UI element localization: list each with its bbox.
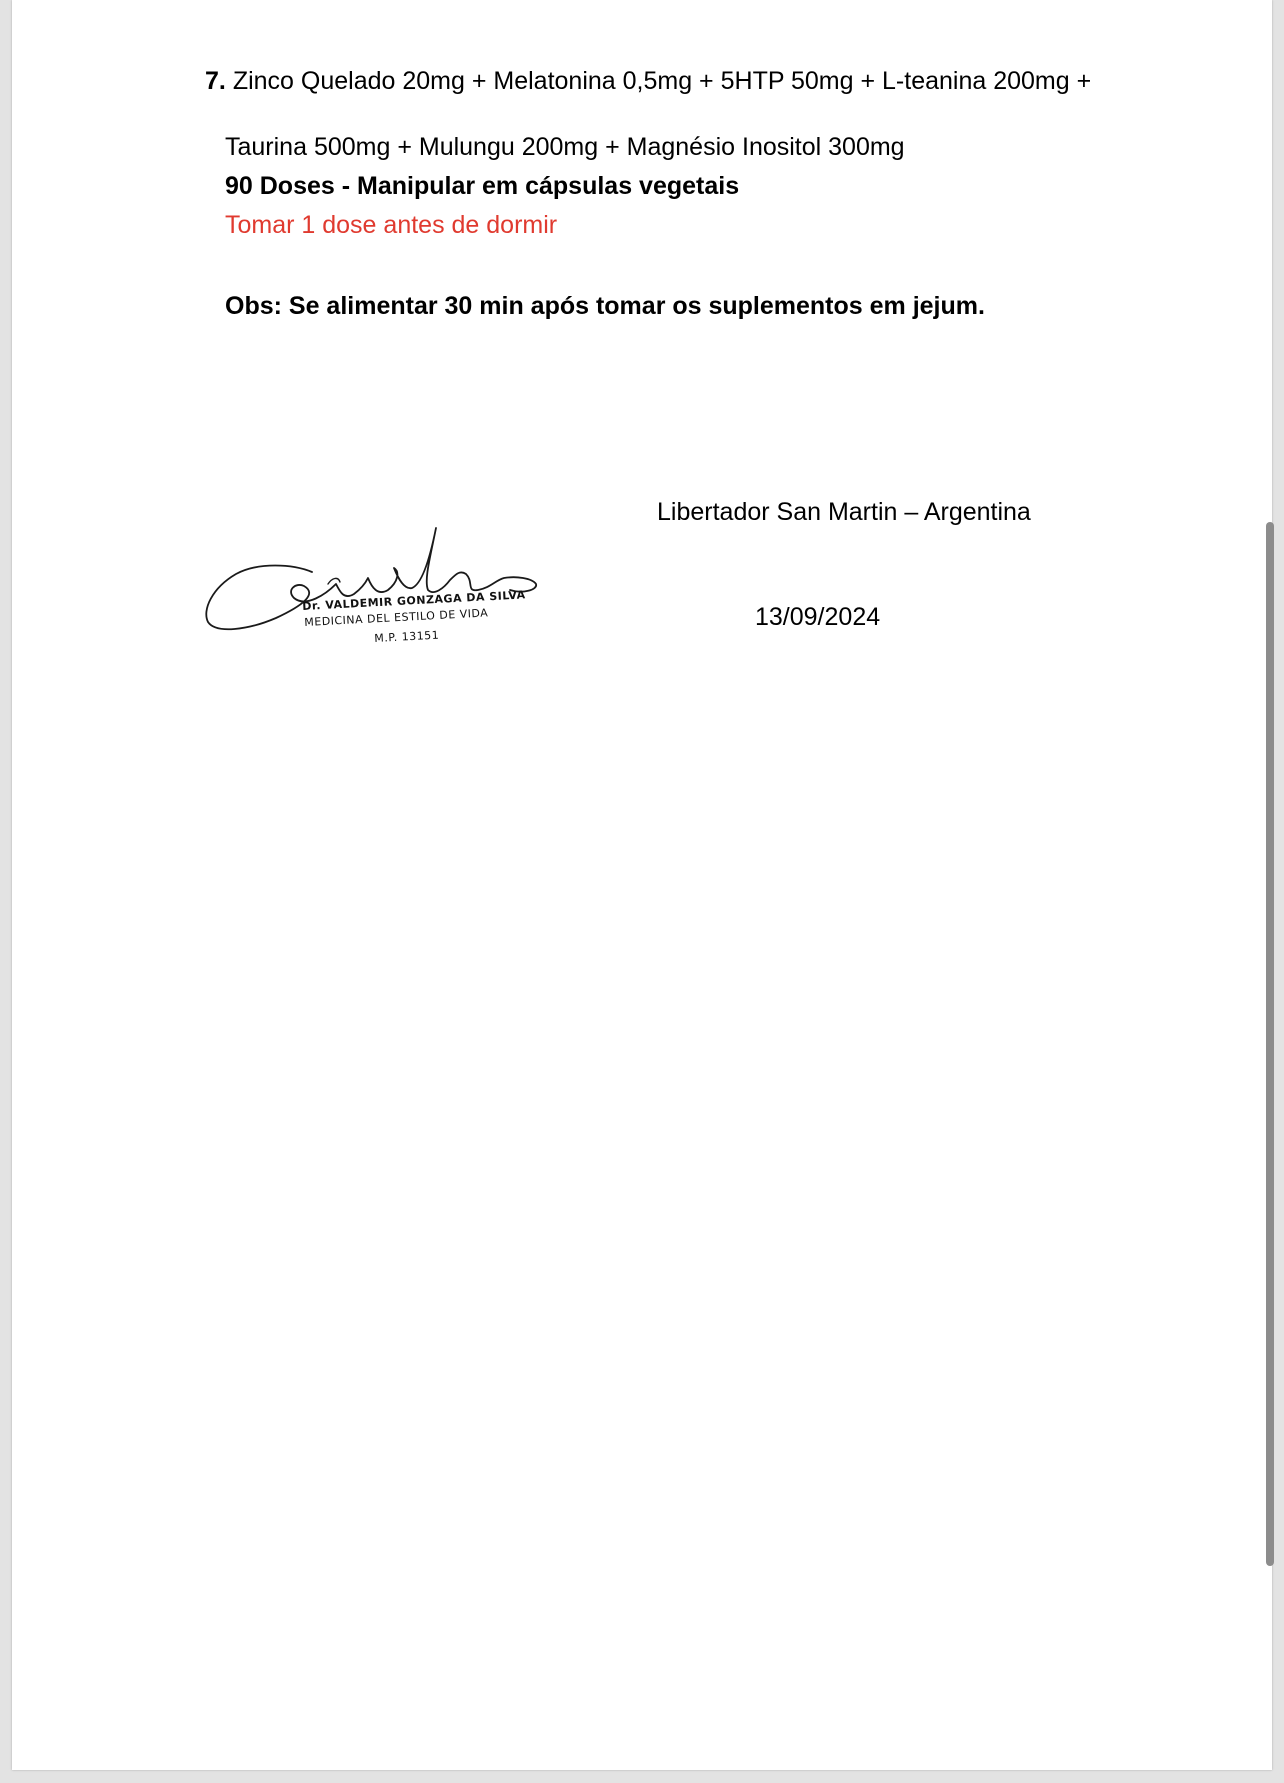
observation-note: Obs: Se alimentar 30 min após tomar os suplementos em jejum. — [225, 292, 985, 320]
dosage-instruction: Tomar 1 dose antes de dormir — [225, 211, 558, 239]
date-text: 13/09/2024 — [755, 603, 881, 631]
doctor-signature — [198, 518, 578, 658]
document-page — [12, 0, 1272, 1770]
scrollbar-thumb[interactable] — [1266, 522, 1274, 1566]
stamp-registration: M.P. 13151 — [374, 628, 440, 645]
stamp-specialty: MEDICINA DEL ESTILO DE VIDA — [304, 606, 489, 629]
item-number: 7. — [205, 67, 226, 95]
location-text: Libertador San Martin – Argentina — [657, 498, 1031, 526]
item-line-1: Zinco Quelado 20mg + Melatonina 0,5mg + 5HTP 50mg + L-teanina 200mg + — [232, 67, 1092, 95]
stamp-doctor-name: Dr. VALDEMIR GONZAGA DA SILVA — [302, 588, 526, 613]
doses-line: 90 Doses - Manipular em cápsulas vegetais — [225, 172, 740, 200]
prescription-item-7 — [205, 66, 1091, 96]
item-line-2: Taurina 500mg + Mulungu 200mg + Magnésio Inositol 300mg — [225, 133, 905, 161]
